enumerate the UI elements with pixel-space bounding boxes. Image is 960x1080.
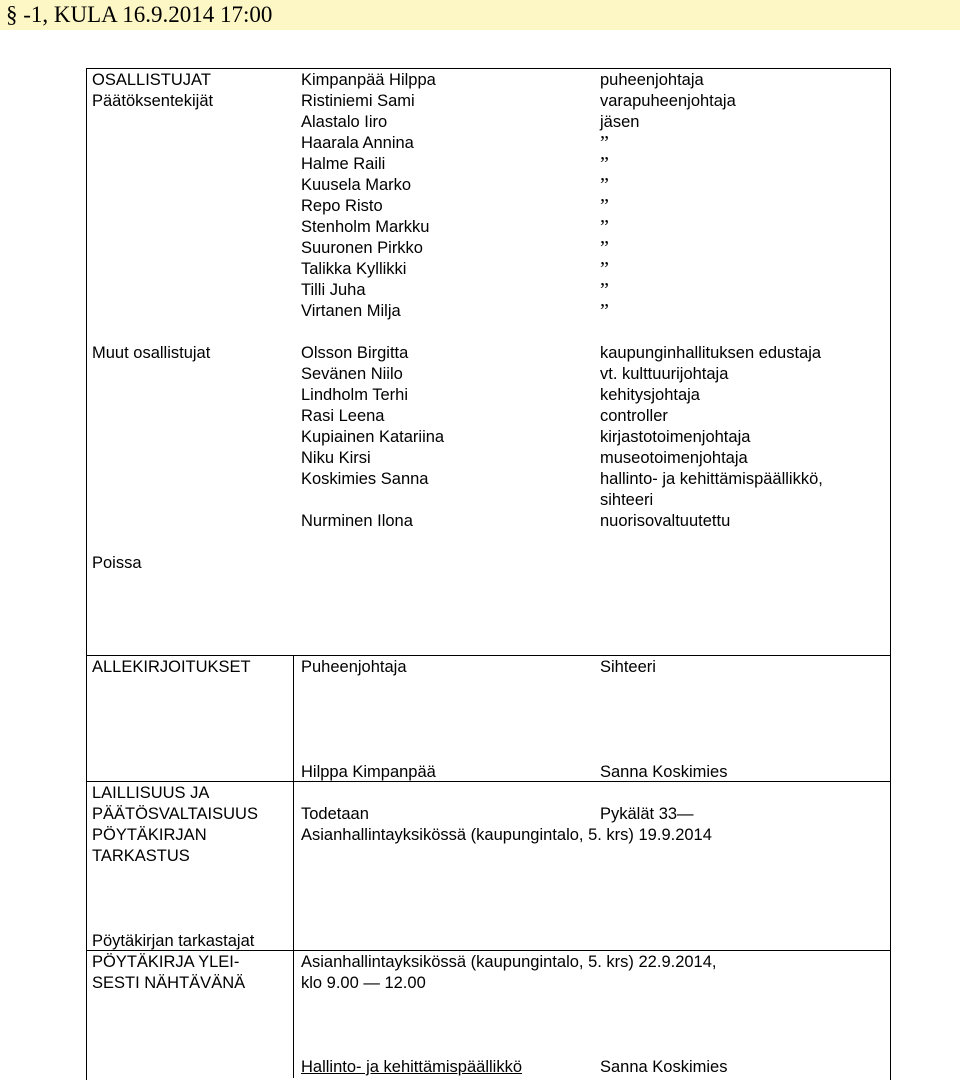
certifier-name: Sanna Koskimies	[600, 1058, 728, 1076]
ditto-mark: ”	[600, 195, 609, 217]
member-role: kehitysjohtaja	[600, 386, 700, 404]
member-name: Tilli Juha	[301, 281, 366, 299]
legality-statement: Todetaan	[301, 805, 369, 823]
member-role: jäsen	[600, 113, 640, 131]
member-role: museotoimenjohtaja	[600, 449, 748, 467]
member-role: varapuheenjohtaja	[600, 92, 736, 110]
minutes-table	[86, 68, 891, 1080]
chair-name: Hilppa Kimpanpää	[301, 763, 436, 781]
member-role: kirjastotoimenjohtaja	[600, 428, 751, 446]
decision-makers-label: Päätöksentekijät	[92, 92, 214, 110]
member-name: Kimpanpää Hilppa	[301, 71, 436, 89]
ditto-mark: ”	[600, 216, 609, 238]
member-role: vt. kulttuurijohtaja	[600, 365, 729, 383]
member-name: Kupiainen Katariina	[301, 428, 445, 446]
public-display-label-line2: SESTI NÄHTÄVÄNÄ	[92, 974, 246, 992]
ditto-mark: ”	[600, 237, 609, 259]
ditto-mark: ”	[600, 300, 609, 322]
document-title: § -1, KULA 16.9.2014 17:00	[6, 2, 273, 27]
secretary-title: Sihteeri	[600, 658, 656, 676]
column-divider	[293, 655, 294, 1078]
member-role: kaupunginhallituksen edustaja	[600, 344, 822, 362]
review-location: Asianhallintayksikössä (kaupungintalo, 5. krs) 19.9.2014	[301, 826, 712, 844]
member-name: Lindholm Terhi	[301, 386, 409, 404]
reviewers-label: Pöytäkirjan tarkastajat	[92, 932, 255, 950]
member-name: Koskimies Sanna	[301, 470, 429, 488]
ditto-mark: ”	[600, 153, 609, 175]
certifier-title: Hallinto- ja kehittämispäällikkö	[301, 1058, 523, 1076]
participants-label: OSALLISTUJAT	[92, 71, 211, 89]
member-role: hallinto- ja kehittämispäällikkö,	[600, 470, 823, 488]
legality-label-line1: LAILLISUUS JA	[92, 784, 210, 802]
absent-label: Poissa	[92, 554, 142, 572]
legality-label-line2: PÄÄTÖSVALTAISUUS	[92, 805, 258, 823]
public-display-location-line1: Asianhallintayksikössä (kaupungintalo, 5. krs) 22.9.2014,	[301, 953, 717, 971]
table-divider	[86, 655, 891, 656]
member-name: Nurminen Ilona	[301, 512, 413, 530]
public-display-label-line1: PÖYTÄKIRJA YLEI-	[92, 953, 240, 971]
member-role: sihteeri	[600, 491, 654, 509]
member-name: Olsson Birgitta	[301, 344, 409, 362]
member-name: Kuusela Marko	[301, 176, 412, 194]
member-name: Talikka Kyllikki	[301, 260, 407, 278]
ditto-mark: ”	[600, 174, 609, 196]
secretary-name: Sanna Koskimies	[600, 763, 728, 781]
ditto-mark: ”	[600, 258, 609, 280]
member-name: Suuronen Pirkko	[301, 239, 423, 257]
ditto-mark: ”	[600, 279, 609, 301]
member-role: controller	[600, 407, 668, 425]
public-display-location-line2: klo 9.00 — 12.00	[301, 974, 426, 992]
chair-title: Puheenjohtaja	[301, 658, 407, 676]
table-divider	[86, 781, 891, 782]
member-name: Niku Kirsi	[301, 449, 371, 467]
member-name: Sevänen Niilo	[301, 365, 403, 383]
member-name: Stenholm Markku	[301, 218, 430, 236]
member-name: Haarala Annina	[301, 134, 414, 152]
review-label-line1: PÖYTÄKIRJAN	[92, 826, 207, 844]
review-label-line2: TARKASTUS	[92, 847, 190, 865]
document-header	[0, 0, 960, 30]
member-name: Halme Raili	[301, 155, 386, 173]
member-role: nuorisovaltuutettu	[600, 512, 731, 530]
signatures-label: ALLEKIRJOITUKSET	[92, 658, 251, 676]
legality-sections: Pykälät 33—	[600, 805, 694, 823]
member-name: Virtanen Milja	[301, 302, 401, 320]
member-role: puheenjohtaja	[600, 71, 704, 89]
ditto-mark: ”	[600, 132, 609, 154]
member-name: Alastalo Iiro	[301, 113, 388, 131]
member-name: Repo Risto	[301, 197, 383, 215]
other-participants-label: Muut osallistujat	[92, 344, 211, 362]
member-name: Rasi Leena	[301, 407, 385, 425]
member-name: Ristiniemi Sami	[301, 92, 415, 110]
